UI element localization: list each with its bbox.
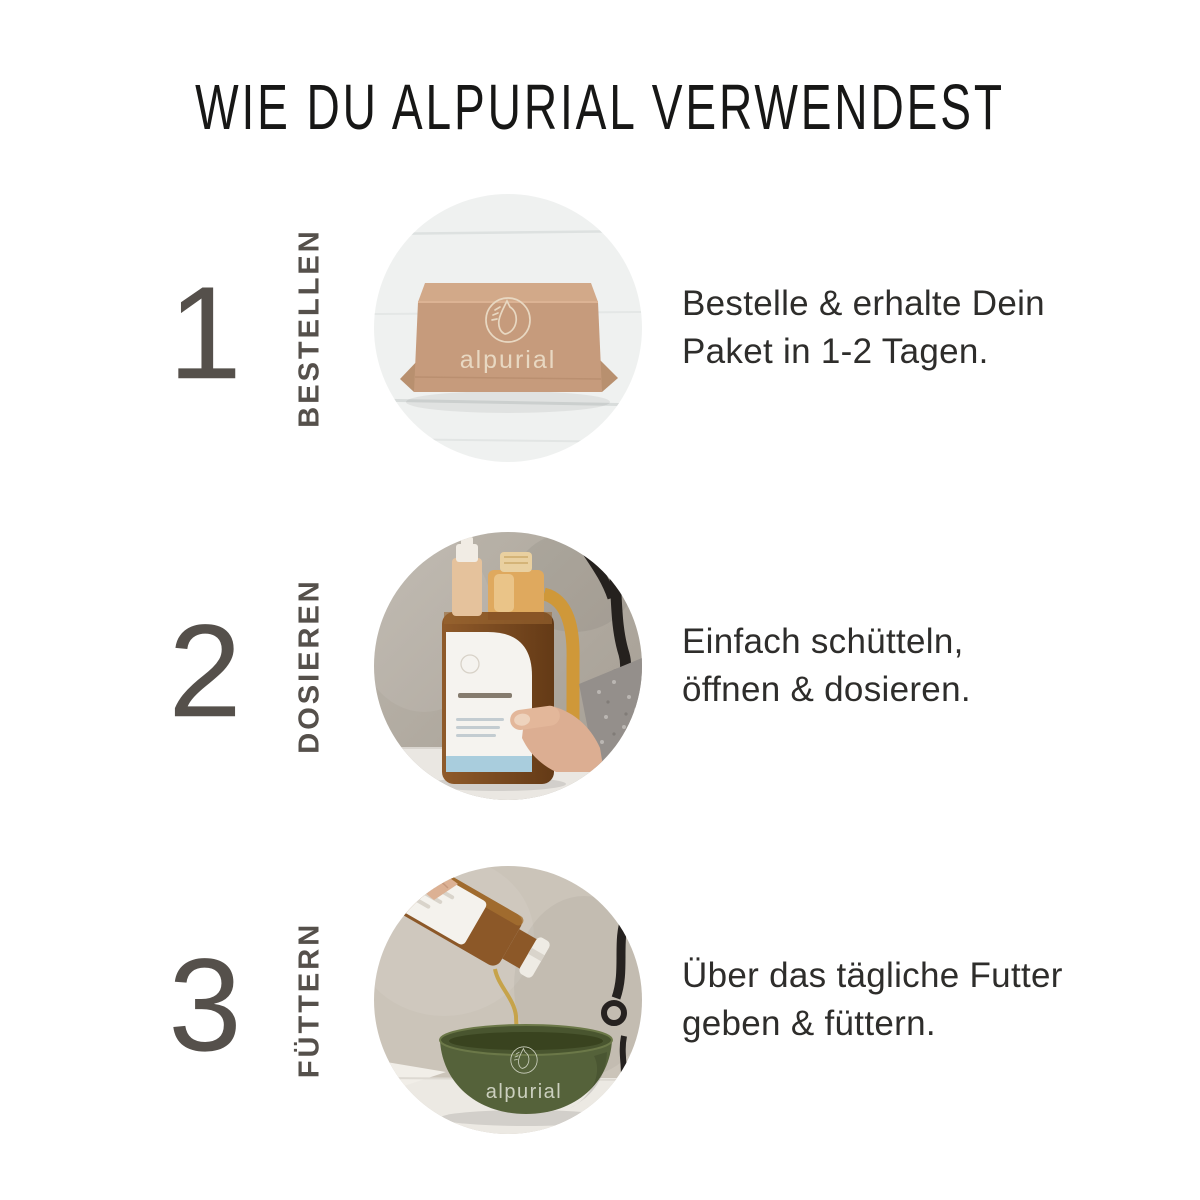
step-1-number: 1	[168, 259, 242, 407]
step-1-photo	[374, 194, 642, 462]
shipping-box-illustration	[374, 194, 642, 462]
step-1-label: BESTELLEN	[293, 228, 326, 428]
step-1-description	[682, 280, 1045, 376]
step-3-desc-line-2: geben & füttern.	[682, 1004, 936, 1043]
step-2-number: 2	[168, 597, 242, 745]
step-3-description	[682, 952, 1063, 1048]
step-2-desc-line-1: Einfach schütteln,	[682, 622, 964, 661]
step-1-desc-line-1: Bestelle & erhalte Dein	[682, 284, 1045, 323]
step-3-label: FÜTTERN	[293, 921, 326, 1079]
feeding-bowl-illustration	[374, 866, 642, 1134]
step-2-label: DOSIEREN	[293, 578, 326, 754]
step-3-number: 3	[168, 931, 242, 1079]
dosing-bottle-illustration	[374, 532, 642, 800]
bottle-label	[446, 632, 532, 772]
page-title: WIE DU ALPURIAL VERWENDEST	[195, 71, 1005, 143]
box-wordmark: alpurial	[459, 346, 557, 374]
step-1-desc-line-2: Paket in 1-2 Tagen.	[682, 332, 989, 371]
step-2-desc-line-2: öffnen & dosieren.	[682, 670, 971, 709]
step-3-desc-line-1: Über das tägliche Futter	[682, 956, 1063, 995]
bowl-wordmark: alpurial	[485, 1081, 563, 1103]
step-3-photo	[374, 866, 642, 1134]
step-2-photo	[374, 532, 642, 800]
step-2-description	[682, 618, 971, 714]
